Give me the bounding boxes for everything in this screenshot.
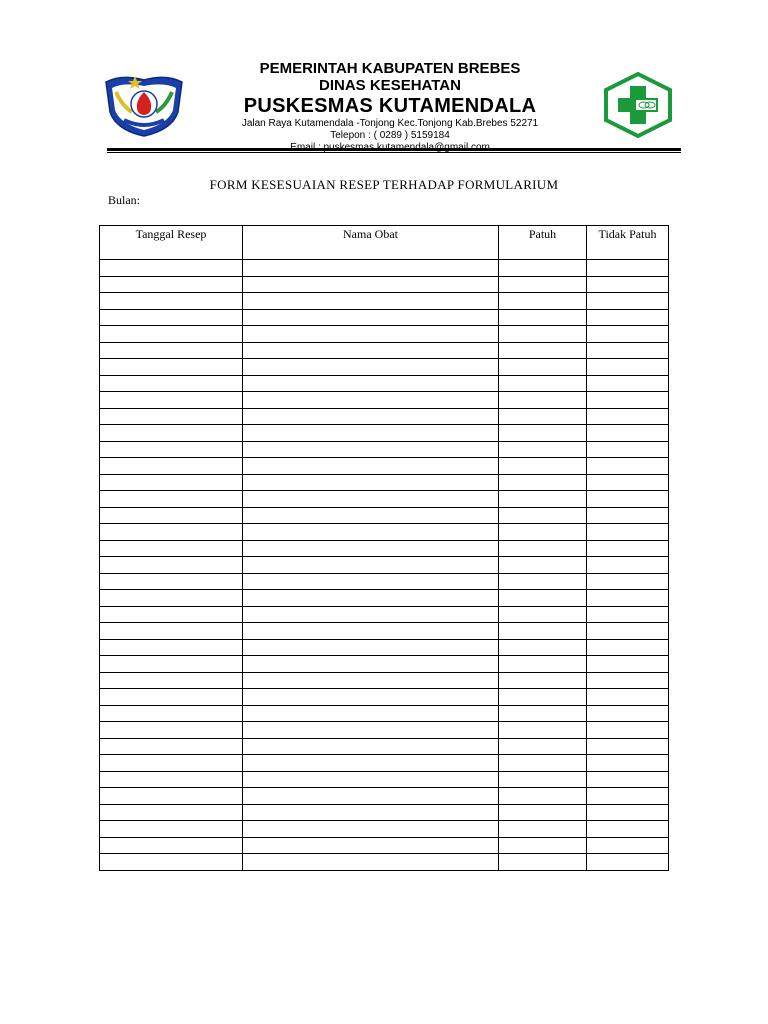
table-row bbox=[100, 507, 669, 524]
government-name: PEMERINTAH KABUPATEN BREBES bbox=[259, 60, 521, 77]
cell-nama-obat[interactable] bbox=[243, 738, 499, 755]
table-row bbox=[100, 276, 669, 293]
cell-tanggal-resep[interactable] bbox=[100, 722, 243, 739]
table-row bbox=[100, 656, 669, 673]
cell-nama-obat[interactable] bbox=[243, 606, 499, 623]
cell-tidak-patuh[interactable] bbox=[587, 837, 669, 854]
table-row bbox=[100, 260, 669, 277]
cell-tanggal-resep[interactable] bbox=[100, 557, 243, 574]
cell-tanggal-resep[interactable] bbox=[100, 837, 243, 854]
cell-tidak-patuh[interactable] bbox=[587, 573, 669, 590]
cell-tidak-patuh[interactable] bbox=[587, 276, 669, 293]
cell-tidak-patuh[interactable] bbox=[587, 854, 669, 871]
table-row bbox=[100, 491, 669, 508]
cell-nama-obat[interactable] bbox=[243, 837, 499, 854]
cell-tidak-patuh[interactable] bbox=[587, 375, 669, 392]
cell-nama-obat[interactable] bbox=[243, 507, 499, 524]
cell-tidak-patuh[interactable] bbox=[587, 359, 669, 376]
cell-nama-obat[interactable] bbox=[243, 293, 499, 310]
cell-patuh[interactable] bbox=[499, 573, 587, 590]
cell-nama-obat[interactable] bbox=[243, 491, 499, 508]
cell-patuh[interactable] bbox=[499, 474, 587, 491]
cell-patuh[interactable] bbox=[499, 326, 587, 343]
cell-tidak-patuh[interactable] bbox=[587, 755, 669, 772]
cell-tanggal-resep[interactable] bbox=[100, 491, 243, 508]
header-tidak-patuh: Tidak Patuh bbox=[587, 226, 669, 260]
cell-tanggal-resep[interactable] bbox=[100, 375, 243, 392]
table-row bbox=[100, 441, 669, 458]
cell-patuh[interactable] bbox=[499, 392, 587, 409]
cell-tanggal-resep[interactable] bbox=[100, 524, 243, 541]
cell-tanggal-resep[interactable] bbox=[100, 293, 243, 310]
cell-tidak-patuh[interactable] bbox=[587, 309, 669, 326]
cell-tanggal-resep[interactable] bbox=[100, 359, 243, 376]
table-row bbox=[100, 606, 669, 623]
cell-tanggal-resep[interactable] bbox=[100, 606, 243, 623]
cell-nama-obat[interactable] bbox=[243, 656, 499, 673]
cell-patuh[interactable] bbox=[499, 672, 587, 689]
cell-patuh[interactable] bbox=[499, 524, 587, 541]
cell-nama-obat[interactable] bbox=[243, 474, 499, 491]
cell-tanggal-resep[interactable] bbox=[100, 458, 243, 475]
table-row bbox=[100, 639, 669, 656]
table-row bbox=[100, 326, 669, 343]
cell-nama-obat[interactable] bbox=[243, 623, 499, 640]
table-row bbox=[100, 458, 669, 475]
cell-tidak-patuh[interactable] bbox=[587, 408, 669, 425]
cell-patuh[interactable] bbox=[499, 656, 587, 673]
prescription-table bbox=[99, 225, 669, 871]
header-nama-obat: Nama Obat bbox=[243, 226, 499, 260]
table-row bbox=[100, 474, 669, 491]
table-row bbox=[100, 788, 669, 805]
cell-patuh[interactable] bbox=[499, 309, 587, 326]
cell-tanggal-resep[interactable] bbox=[100, 804, 243, 821]
cell-tanggal-resep[interactable] bbox=[100, 507, 243, 524]
cell-patuh[interactable] bbox=[499, 441, 587, 458]
table-row bbox=[100, 309, 669, 326]
table-row bbox=[100, 738, 669, 755]
cell-nama-obat[interactable] bbox=[243, 408, 499, 425]
cell-tidak-patuh[interactable] bbox=[587, 672, 669, 689]
cell-tanggal-resep[interactable] bbox=[100, 771, 243, 788]
cell-nama-obat[interactable] bbox=[243, 672, 499, 689]
table-row bbox=[100, 540, 669, 557]
cell-tanggal-resep[interactable] bbox=[100, 309, 243, 326]
cell-tidak-patuh[interactable] bbox=[587, 771, 669, 788]
cell-tanggal-resep[interactable] bbox=[100, 474, 243, 491]
table-row bbox=[100, 557, 669, 574]
cell-nama-obat[interactable] bbox=[243, 755, 499, 772]
cell-patuh[interactable] bbox=[499, 788, 587, 805]
cell-nama-obat[interactable] bbox=[243, 392, 499, 409]
cell-patuh[interactable] bbox=[499, 738, 587, 755]
table-row bbox=[100, 672, 669, 689]
cell-tanggal-resep[interactable] bbox=[100, 425, 243, 442]
cell-tanggal-resep[interactable] bbox=[100, 260, 243, 277]
cell-tidak-patuh[interactable] bbox=[587, 293, 669, 310]
cell-patuh[interactable] bbox=[499, 804, 587, 821]
cell-tanggal-resep[interactable] bbox=[100, 639, 243, 656]
cell-nama-obat[interactable] bbox=[243, 590, 499, 607]
table-row bbox=[100, 359, 669, 376]
table-row bbox=[100, 854, 669, 871]
month-label: Bulan: bbox=[108, 193, 140, 207]
cell-patuh[interactable] bbox=[499, 557, 587, 574]
cell-tidak-patuh[interactable] bbox=[587, 326, 669, 343]
cell-nama-obat[interactable] bbox=[243, 557, 499, 574]
letterhead-rule-thin bbox=[107, 152, 681, 153]
form-title: FORM KESESUAIAN RESEP TERHADAP FORMULARIUM bbox=[209, 177, 559, 192]
cell-tidak-patuh[interactable] bbox=[587, 705, 669, 722]
cell-tanggal-resep[interactable] bbox=[100, 326, 243, 343]
cell-tanggal-resep[interactable] bbox=[100, 342, 243, 359]
cell-tidak-patuh[interactable] bbox=[587, 491, 669, 508]
cell-patuh[interactable] bbox=[499, 854, 587, 871]
header-patuh: Patuh bbox=[499, 226, 587, 260]
cell-nama-obat[interactable] bbox=[243, 359, 499, 376]
cell-nama-obat[interactable] bbox=[243, 639, 499, 656]
table-row bbox=[100, 705, 669, 722]
cell-tidak-patuh[interactable] bbox=[587, 425, 669, 442]
table-row bbox=[100, 408, 669, 425]
cell-tanggal-resep[interactable] bbox=[100, 755, 243, 772]
cell-patuh[interactable] bbox=[499, 771, 587, 788]
cell-patuh[interactable] bbox=[499, 755, 587, 772]
cell-patuh[interactable] bbox=[499, 689, 587, 706]
cell-patuh[interactable] bbox=[499, 722, 587, 739]
kabupaten-brebes-emblem bbox=[102, 72, 186, 138]
letterhead-rule-thick bbox=[107, 148, 681, 151]
cell-patuh[interactable] bbox=[499, 491, 587, 508]
cell-patuh[interactable] bbox=[499, 293, 587, 310]
cell-tidak-patuh[interactable] bbox=[587, 342, 669, 359]
cell-nama-obat[interactable] bbox=[243, 771, 499, 788]
cell-nama-obat[interactable] bbox=[243, 458, 499, 475]
table-row bbox=[100, 804, 669, 821]
cell-nama-obat[interactable] bbox=[243, 441, 499, 458]
cell-tanggal-resep[interactable] bbox=[100, 408, 243, 425]
cell-nama-obat[interactable] bbox=[243, 342, 499, 359]
cell-tidak-patuh[interactable] bbox=[587, 557, 669, 574]
cell-patuh[interactable] bbox=[499, 623, 587, 640]
cell-tidak-patuh[interactable] bbox=[587, 540, 669, 557]
cell-nama-obat[interactable] bbox=[243, 689, 499, 706]
table-row bbox=[100, 293, 669, 310]
cell-nama-obat[interactable] bbox=[243, 788, 499, 805]
table-header-row bbox=[100, 226, 669, 260]
cell-tidak-patuh[interactable] bbox=[587, 722, 669, 739]
cell-patuh[interactable] bbox=[499, 590, 587, 607]
cell-nama-obat[interactable] bbox=[243, 540, 499, 557]
cell-tanggal-resep[interactable] bbox=[100, 392, 243, 409]
cell-tidak-patuh[interactable] bbox=[587, 392, 669, 409]
cell-tanggal-resep[interactable] bbox=[100, 623, 243, 640]
cell-tanggal-resep[interactable] bbox=[100, 672, 243, 689]
table-row bbox=[100, 425, 669, 442]
cell-nama-obat[interactable] bbox=[243, 573, 499, 590]
cell-tidak-patuh[interactable] bbox=[587, 689, 669, 706]
cell-tidak-patuh[interactable] bbox=[587, 441, 669, 458]
cell-tanggal-resep[interactable] bbox=[100, 821, 243, 838]
cell-nama-obat[interactable] bbox=[243, 425, 499, 442]
cell-tidak-patuh[interactable] bbox=[587, 639, 669, 656]
cell-tidak-patuh[interactable] bbox=[587, 821, 669, 838]
table-row bbox=[100, 771, 669, 788]
cell-tanggal-resep[interactable] bbox=[100, 590, 243, 607]
cell-tanggal-resep[interactable] bbox=[100, 656, 243, 673]
cell-nama-obat[interactable] bbox=[243, 854, 499, 871]
cell-tanggal-resep[interactable] bbox=[100, 689, 243, 706]
cell-tidak-patuh[interactable] bbox=[587, 788, 669, 805]
cell-patuh[interactable] bbox=[499, 408, 587, 425]
cell-tidak-patuh[interactable] bbox=[587, 623, 669, 640]
letterhead bbox=[190, 60, 590, 154]
table-row bbox=[100, 590, 669, 607]
cell-patuh[interactable] bbox=[499, 639, 587, 656]
table-row bbox=[100, 573, 669, 590]
table-row bbox=[100, 755, 669, 772]
cell-patuh[interactable] bbox=[499, 606, 587, 623]
cell-tanggal-resep[interactable] bbox=[100, 854, 243, 871]
table-row bbox=[100, 689, 669, 706]
cell-patuh[interactable] bbox=[499, 359, 587, 376]
cell-nama-obat[interactable] bbox=[243, 705, 499, 722]
cell-nama-obat[interactable] bbox=[243, 524, 499, 541]
cell-patuh[interactable] bbox=[499, 821, 587, 838]
institution-name: PUSKESMAS KUTAMENDALA bbox=[243, 95, 537, 117]
cell-patuh[interactable] bbox=[499, 540, 587, 557]
cell-tidak-patuh[interactable] bbox=[587, 458, 669, 475]
cell-nama-obat[interactable] bbox=[243, 375, 499, 392]
cell-patuh[interactable] bbox=[499, 342, 587, 359]
cell-patuh[interactable] bbox=[499, 837, 587, 854]
cell-tanggal-resep[interactable] bbox=[100, 788, 243, 805]
table-row bbox=[100, 524, 669, 541]
cell-tanggal-resep[interactable] bbox=[100, 540, 243, 557]
address-line: Jalan Raya Kutamendala -Tonjong Kec.Tonjong Kab.Brebes 52271 bbox=[241, 118, 539, 129]
cell-patuh[interactable] bbox=[499, 375, 587, 392]
cell-tidak-patuh[interactable] bbox=[587, 804, 669, 821]
header-tanggal-resep: Tanggal Resep bbox=[100, 226, 243, 260]
cell-tanggal-resep[interactable] bbox=[100, 573, 243, 590]
cell-nama-obat[interactable] bbox=[243, 326, 499, 343]
cell-patuh[interactable] bbox=[499, 507, 587, 524]
table-row bbox=[100, 392, 669, 409]
cell-tidak-patuh[interactable] bbox=[587, 524, 669, 541]
cell-tidak-patuh[interactable] bbox=[587, 606, 669, 623]
cell-tidak-patuh[interactable] bbox=[587, 590, 669, 607]
cell-nama-obat[interactable] bbox=[243, 722, 499, 739]
table-row bbox=[100, 821, 669, 838]
table-row bbox=[100, 722, 669, 739]
puskesmas-green-cross-logo bbox=[600, 72, 676, 138]
table-row bbox=[100, 837, 669, 854]
cell-patuh[interactable] bbox=[499, 276, 587, 293]
cell-tidak-patuh[interactable] bbox=[587, 260, 669, 277]
cell-tanggal-resep[interactable] bbox=[100, 441, 243, 458]
cell-patuh[interactable] bbox=[499, 705, 587, 722]
cell-patuh[interactable] bbox=[499, 260, 587, 277]
cell-tidak-patuh[interactable] bbox=[587, 474, 669, 491]
cell-nama-obat[interactable] bbox=[243, 821, 499, 838]
cell-nama-obat[interactable] bbox=[243, 309, 499, 326]
table-row bbox=[100, 375, 669, 392]
table-row bbox=[100, 342, 669, 359]
cell-tanggal-resep[interactable] bbox=[100, 705, 243, 722]
cell-nama-obat[interactable] bbox=[243, 276, 499, 293]
cell-tidak-patuh[interactable] bbox=[587, 656, 669, 673]
cell-patuh[interactable] bbox=[499, 458, 587, 475]
department-name: DINAS KESEHATAN bbox=[319, 77, 461, 94]
cell-nama-obat[interactable] bbox=[243, 804, 499, 821]
cell-nama-obat[interactable] bbox=[243, 260, 499, 277]
cell-tidak-patuh[interactable] bbox=[587, 507, 669, 524]
cell-tanggal-resep[interactable] bbox=[100, 276, 243, 293]
cell-tanggal-resep[interactable] bbox=[100, 738, 243, 755]
phone-line: Telepon : ( 0289 ) 5159184 bbox=[330, 130, 450, 141]
cell-patuh[interactable] bbox=[499, 425, 587, 442]
table-body bbox=[100, 260, 669, 871]
table-row bbox=[100, 623, 669, 640]
cell-tidak-patuh[interactable] bbox=[587, 738, 669, 755]
